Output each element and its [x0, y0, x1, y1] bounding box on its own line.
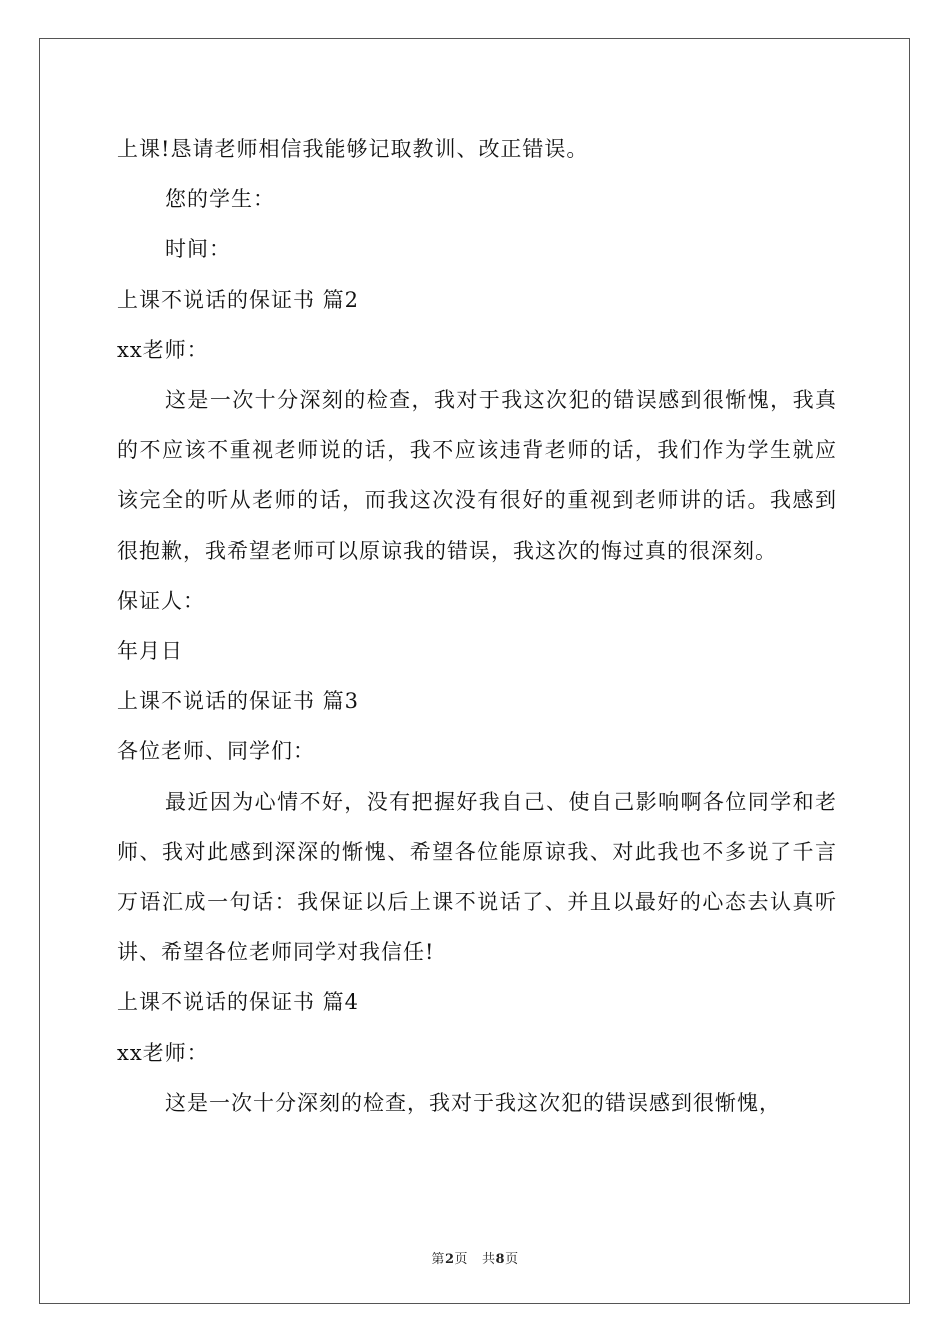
- footer-prefix: 第: [431, 1252, 445, 1267]
- document-body: [117, 124, 837, 1128]
- date-label: 年月日: [117, 638, 183, 663]
- salutation-4: xx老师：: [117, 1040, 209, 1065]
- signature-student: 您的学生：: [165, 187, 275, 212]
- salutation-3: 各位老师、同学们：: [117, 739, 315, 764]
- footer-total-unit: 页: [505, 1252, 519, 1267]
- footer-page-unit: 页: [454, 1252, 468, 1267]
- salutation-2: xx老师：: [117, 337, 209, 362]
- page-footer: [0, 1248, 950, 1267]
- section-heading-3: 上课不说话的保证书 篇3: [117, 689, 360, 714]
- paragraph-4-start: 这是一次十分深刻的检查，我对于我这次犯的错误感到很惭愧，: [165, 1090, 781, 1115]
- closing-line: 上课!恳请老师相信我能够记取教训、改正错误。: [117, 137, 589, 161]
- footer-total-prefix: 共: [482, 1252, 496, 1267]
- paragraph-3: 最近因为心情不好，没有把握好我自己、使自己影响啊各位同学和老师、我对此感到深深的惭愧、希望各位能原谅我、对此我也不多说了千言万语汇成一句话：我保证以后上课不说话了、并且以最好的心态去认真听讲、希望各位老师同学对我信任!: [117, 789, 837, 965]
- signature-time: 时间：: [165, 237, 231, 262]
- guarantor-label: 保证人：: [117, 588, 205, 613]
- footer-page-number: 2: [444, 1252, 455, 1267]
- section-heading-2: 上课不说话的保证书 篇2: [117, 287, 360, 312]
- section-heading-4: 上课不说话的保证书 篇4: [117, 990, 360, 1015]
- paragraph-2: 这是一次十分深刻的检查，我对于我这次犯的错误感到很惭愧，我真的不应该不重视老师说的话，我不应该违背老师的话，我们作为学生就应该完全的听从老师的话，而我这次没有很好的重视到老师讲的话。我感到很抱歉，我希望老师可以原谅我的错误，我这次的悔过真的很深刻。: [117, 387, 837, 563]
- footer-total-pages: 8: [495, 1252, 506, 1267]
